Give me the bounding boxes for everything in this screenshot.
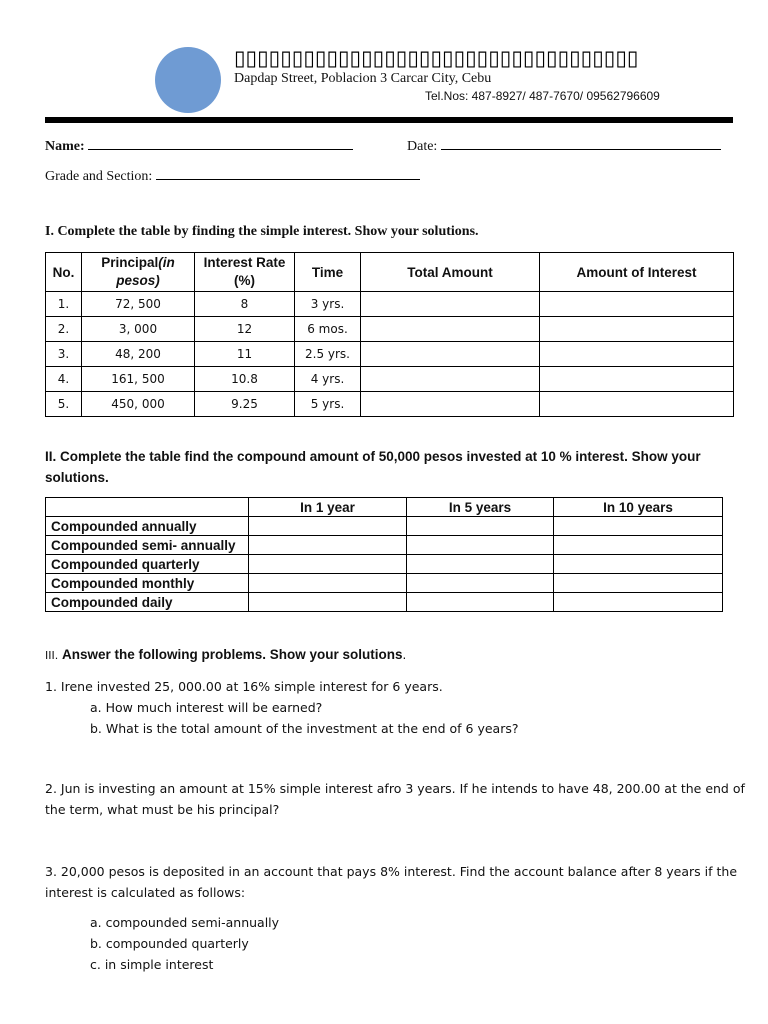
cell-blank[interactable] xyxy=(249,593,407,612)
school-telephone: Tel.Nos: 487-8927/ 487-7670/ 09562796609 xyxy=(425,89,660,103)
table-row xyxy=(46,593,723,612)
row-label: Compounded daily xyxy=(46,593,249,612)
cell-blank[interactable] xyxy=(407,517,554,536)
cell-blank[interactable] xyxy=(407,555,554,574)
row-label: Compounded quarterly xyxy=(46,555,249,574)
cell-blank[interactable] xyxy=(249,536,407,555)
problem-1a: a. How much interest will be earned? xyxy=(90,700,323,715)
part2-instruction: II. Complete the table find the compound amount of 50,000 pesos invested at 10 % interest. Show your solutions. xyxy=(45,449,701,485)
cell-principal: 3, 000 xyxy=(82,317,195,342)
cell-blank[interactable] xyxy=(249,555,407,574)
table-header-row xyxy=(46,253,734,292)
compound-interest-table xyxy=(45,497,723,612)
cell-blank[interactable] xyxy=(554,536,723,555)
col-5-years: In 5 years xyxy=(407,498,554,517)
table-header-row xyxy=(46,498,723,517)
table-row xyxy=(46,292,734,317)
col-principal: Principal(in pesos) xyxy=(82,253,195,292)
cell-no: 4. xyxy=(46,367,82,392)
date-blank[interactable] xyxy=(441,135,721,150)
cell-blank[interactable] xyxy=(554,593,723,612)
cell-interest-blank[interactable] xyxy=(540,317,734,342)
header-divider xyxy=(45,117,733,123)
cell-blank[interactable] xyxy=(249,574,407,593)
cell-rate: 11 xyxy=(195,342,295,367)
grade-field xyxy=(45,165,420,185)
cell-interest-blank[interactable] xyxy=(540,292,734,317)
cell-principal: 450, 000 xyxy=(82,392,195,417)
problem-3b: b. compounded quarterly xyxy=(90,936,249,951)
cell-rate: 12 xyxy=(195,317,295,342)
name-blank[interactable] xyxy=(88,135,353,150)
part3-instruction: III. Answer the following problems. Show your solutions. xyxy=(45,647,407,662)
part1-instruction: I. Complete the table by finding the simple interest. Show your solutions. xyxy=(45,224,479,239)
cell-principal: 48, 200 xyxy=(82,342,195,367)
col-interest: Amount of Interest xyxy=(540,253,734,292)
cell-principal: 72, 500 xyxy=(82,292,195,317)
cell-interest-blank[interactable] xyxy=(540,342,734,367)
col-total: Total Amount xyxy=(361,253,540,292)
cell-no: 5. xyxy=(46,392,82,417)
col-1-year: In 1 year xyxy=(249,498,407,517)
col-rate: Interest Rate (%) xyxy=(195,253,295,292)
cell-rate: 9.25 xyxy=(195,392,295,417)
grade-blank[interactable] xyxy=(156,165,420,180)
date-field xyxy=(407,135,721,155)
cell-principal: 161, 500 xyxy=(82,367,195,392)
row-label: Compounded monthly xyxy=(46,574,249,593)
cell-time: 5 yrs. xyxy=(295,392,361,417)
col-10-years: In 10 years xyxy=(554,498,723,517)
school-name: ▯▯▯▯▯▯▯▯▯▯▯▯▯▯▯▯▯▯▯▯▯▯▯▯▯▯▯▯▯▯▯▯▯▯▯ xyxy=(234,46,639,70)
col-time: Time xyxy=(295,253,361,292)
table-row xyxy=(46,574,723,593)
simple-interest-table xyxy=(45,252,734,417)
cell-no: 3. xyxy=(46,342,82,367)
cell-blank[interactable] xyxy=(554,555,723,574)
problem-3: 3. 20,000 pesos is deposited in an account that pays 8% interest. Find the account balance after 8 years if the interest is calculated as follows: xyxy=(45,864,738,900)
cell-blank[interactable] xyxy=(554,517,723,536)
cell-time: 4 yrs. xyxy=(295,367,361,392)
cell-total-blank[interactable] xyxy=(361,392,540,417)
table-row xyxy=(46,517,723,536)
name-field xyxy=(45,135,353,155)
row-label: Compounded semi- annually xyxy=(46,536,249,555)
cell-no: 1. xyxy=(46,292,82,317)
problem-1b: b. What is the total amount of the investment at the end of 6 years? xyxy=(90,721,519,736)
cell-time: 3 yrs. xyxy=(295,292,361,317)
table-row xyxy=(46,342,734,367)
col-no: No. xyxy=(46,253,82,292)
problem-3a: a. compounded semi-annually xyxy=(90,915,280,930)
corner-cell xyxy=(46,498,249,517)
cell-total-blank[interactable] xyxy=(361,342,540,367)
cell-blank[interactable] xyxy=(249,517,407,536)
cell-total-blank[interactable] xyxy=(361,292,540,317)
cell-total-blank[interactable] xyxy=(361,367,540,392)
cell-time: 2.5 yrs. xyxy=(295,342,361,367)
cell-blank[interactable] xyxy=(407,574,554,593)
cell-rate: 8 xyxy=(195,292,295,317)
table-row xyxy=(46,317,734,342)
cell-interest-blank[interactable] xyxy=(540,392,734,417)
cell-rate: 10.8 xyxy=(195,367,295,392)
date-label: Date: xyxy=(407,139,438,154)
cell-blank[interactable] xyxy=(407,536,554,555)
cell-no: 2. xyxy=(46,317,82,342)
grade-label: Grade and Section: xyxy=(45,169,153,184)
table-row xyxy=(46,555,723,574)
row-label: Compounded annually xyxy=(46,517,249,536)
table-row xyxy=(46,536,723,555)
problem-3c: c. in simple interest xyxy=(90,957,214,972)
school-address: Dapdap Street, Poblacion 3 Carcar City, Cebu xyxy=(234,71,492,86)
cell-time: 6 mos. xyxy=(295,317,361,342)
problem-1: 1. Irene invested 25, 000.00 at 16% simple interest for 6 years. xyxy=(45,679,443,694)
cell-total-blank[interactable] xyxy=(361,317,540,342)
table-row xyxy=(46,367,734,392)
table-row xyxy=(46,392,734,417)
problem-2: 2. Jun is investing an amount at 15% simple interest afro 3 years. If he intends to have 48, 200.00 at the end of the term, what must be his principal? xyxy=(45,781,745,817)
cell-blank[interactable] xyxy=(407,593,554,612)
name-label: Name: xyxy=(45,139,85,154)
cell-blank[interactable] xyxy=(554,574,723,593)
school-logo xyxy=(155,47,221,113)
cell-interest-blank[interactable] xyxy=(540,367,734,392)
